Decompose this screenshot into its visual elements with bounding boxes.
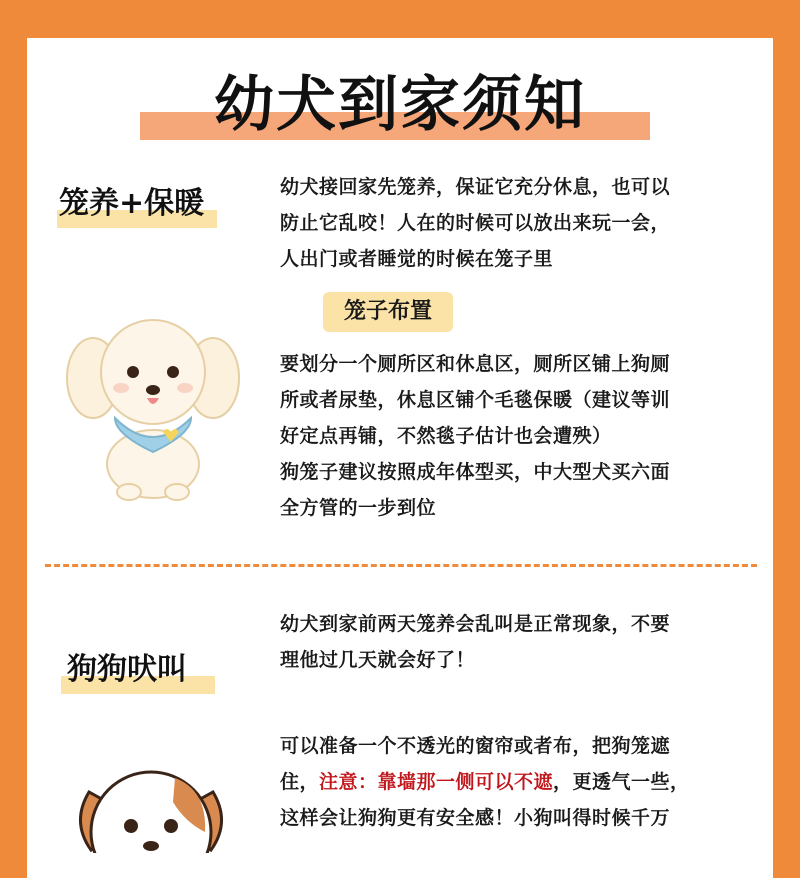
section-divider [45, 564, 757, 567]
text-line: 好定点再铺，不然毯子估计也会遭殃） [280, 425, 612, 447]
text-line: 这样会让狗狗更有安全感！小狗叫得时候千万 [280, 807, 671, 829]
text-segment: ，更透气一些， [553, 771, 690, 793]
section2-tip [280, 728, 770, 836]
text-line: 幼犬到家前两天笼养会乱叫是正常现象，不要 [280, 613, 671, 635]
puppy-poodle-illustration [63, 306, 243, 502]
text-segment: 住， [280, 771, 320, 793]
section1-intro [280, 169, 750, 277]
puppy-brown-ear-illustration [71, 762, 231, 853]
text-line: 所或者尿垫，休息区铺个毛毯保暖（建议等训 [280, 389, 671, 411]
text-line: 幼犬接回家先笼养，保证它充分休息，也可以 [280, 176, 671, 198]
section1-detail [280, 346, 760, 526]
warning-text: 注意：靠墙那一侧可以不遮 [319, 771, 554, 793]
text-line: 全方管的一步到位 [280, 497, 437, 519]
text-line: 理他过几天就会好了！ [280, 649, 476, 671]
section-tag-cage: 笼养+保暖 [59, 186, 205, 221]
page-title: 幼犬到家须知 [214, 70, 586, 140]
title-block [27, 70, 773, 150]
text-line: 要划分一个厕所区和休息区，厕所区铺上狗厕 [280, 353, 671, 375]
text-line [280, 764, 770, 800]
text-line: 狗笼子建议按照成年体型买，中大型犬买六面 [280, 461, 671, 483]
content-card [27, 38, 773, 878]
text-line: 人出门或者睡觉的时候在笼子里 [280, 248, 554, 270]
section-tag-barking: 狗狗吠叫 [67, 652, 187, 687]
section2-intro [280, 606, 760, 678]
text-line: 可以准备一个不透光的窗帘或者布，把狗笼遮 [280, 735, 671, 757]
subhead-cage-setup: 笼子布置 [323, 292, 453, 332]
text-line: 防止它乱咬！人在的时候可以放出来玩一会， [280, 212, 671, 234]
